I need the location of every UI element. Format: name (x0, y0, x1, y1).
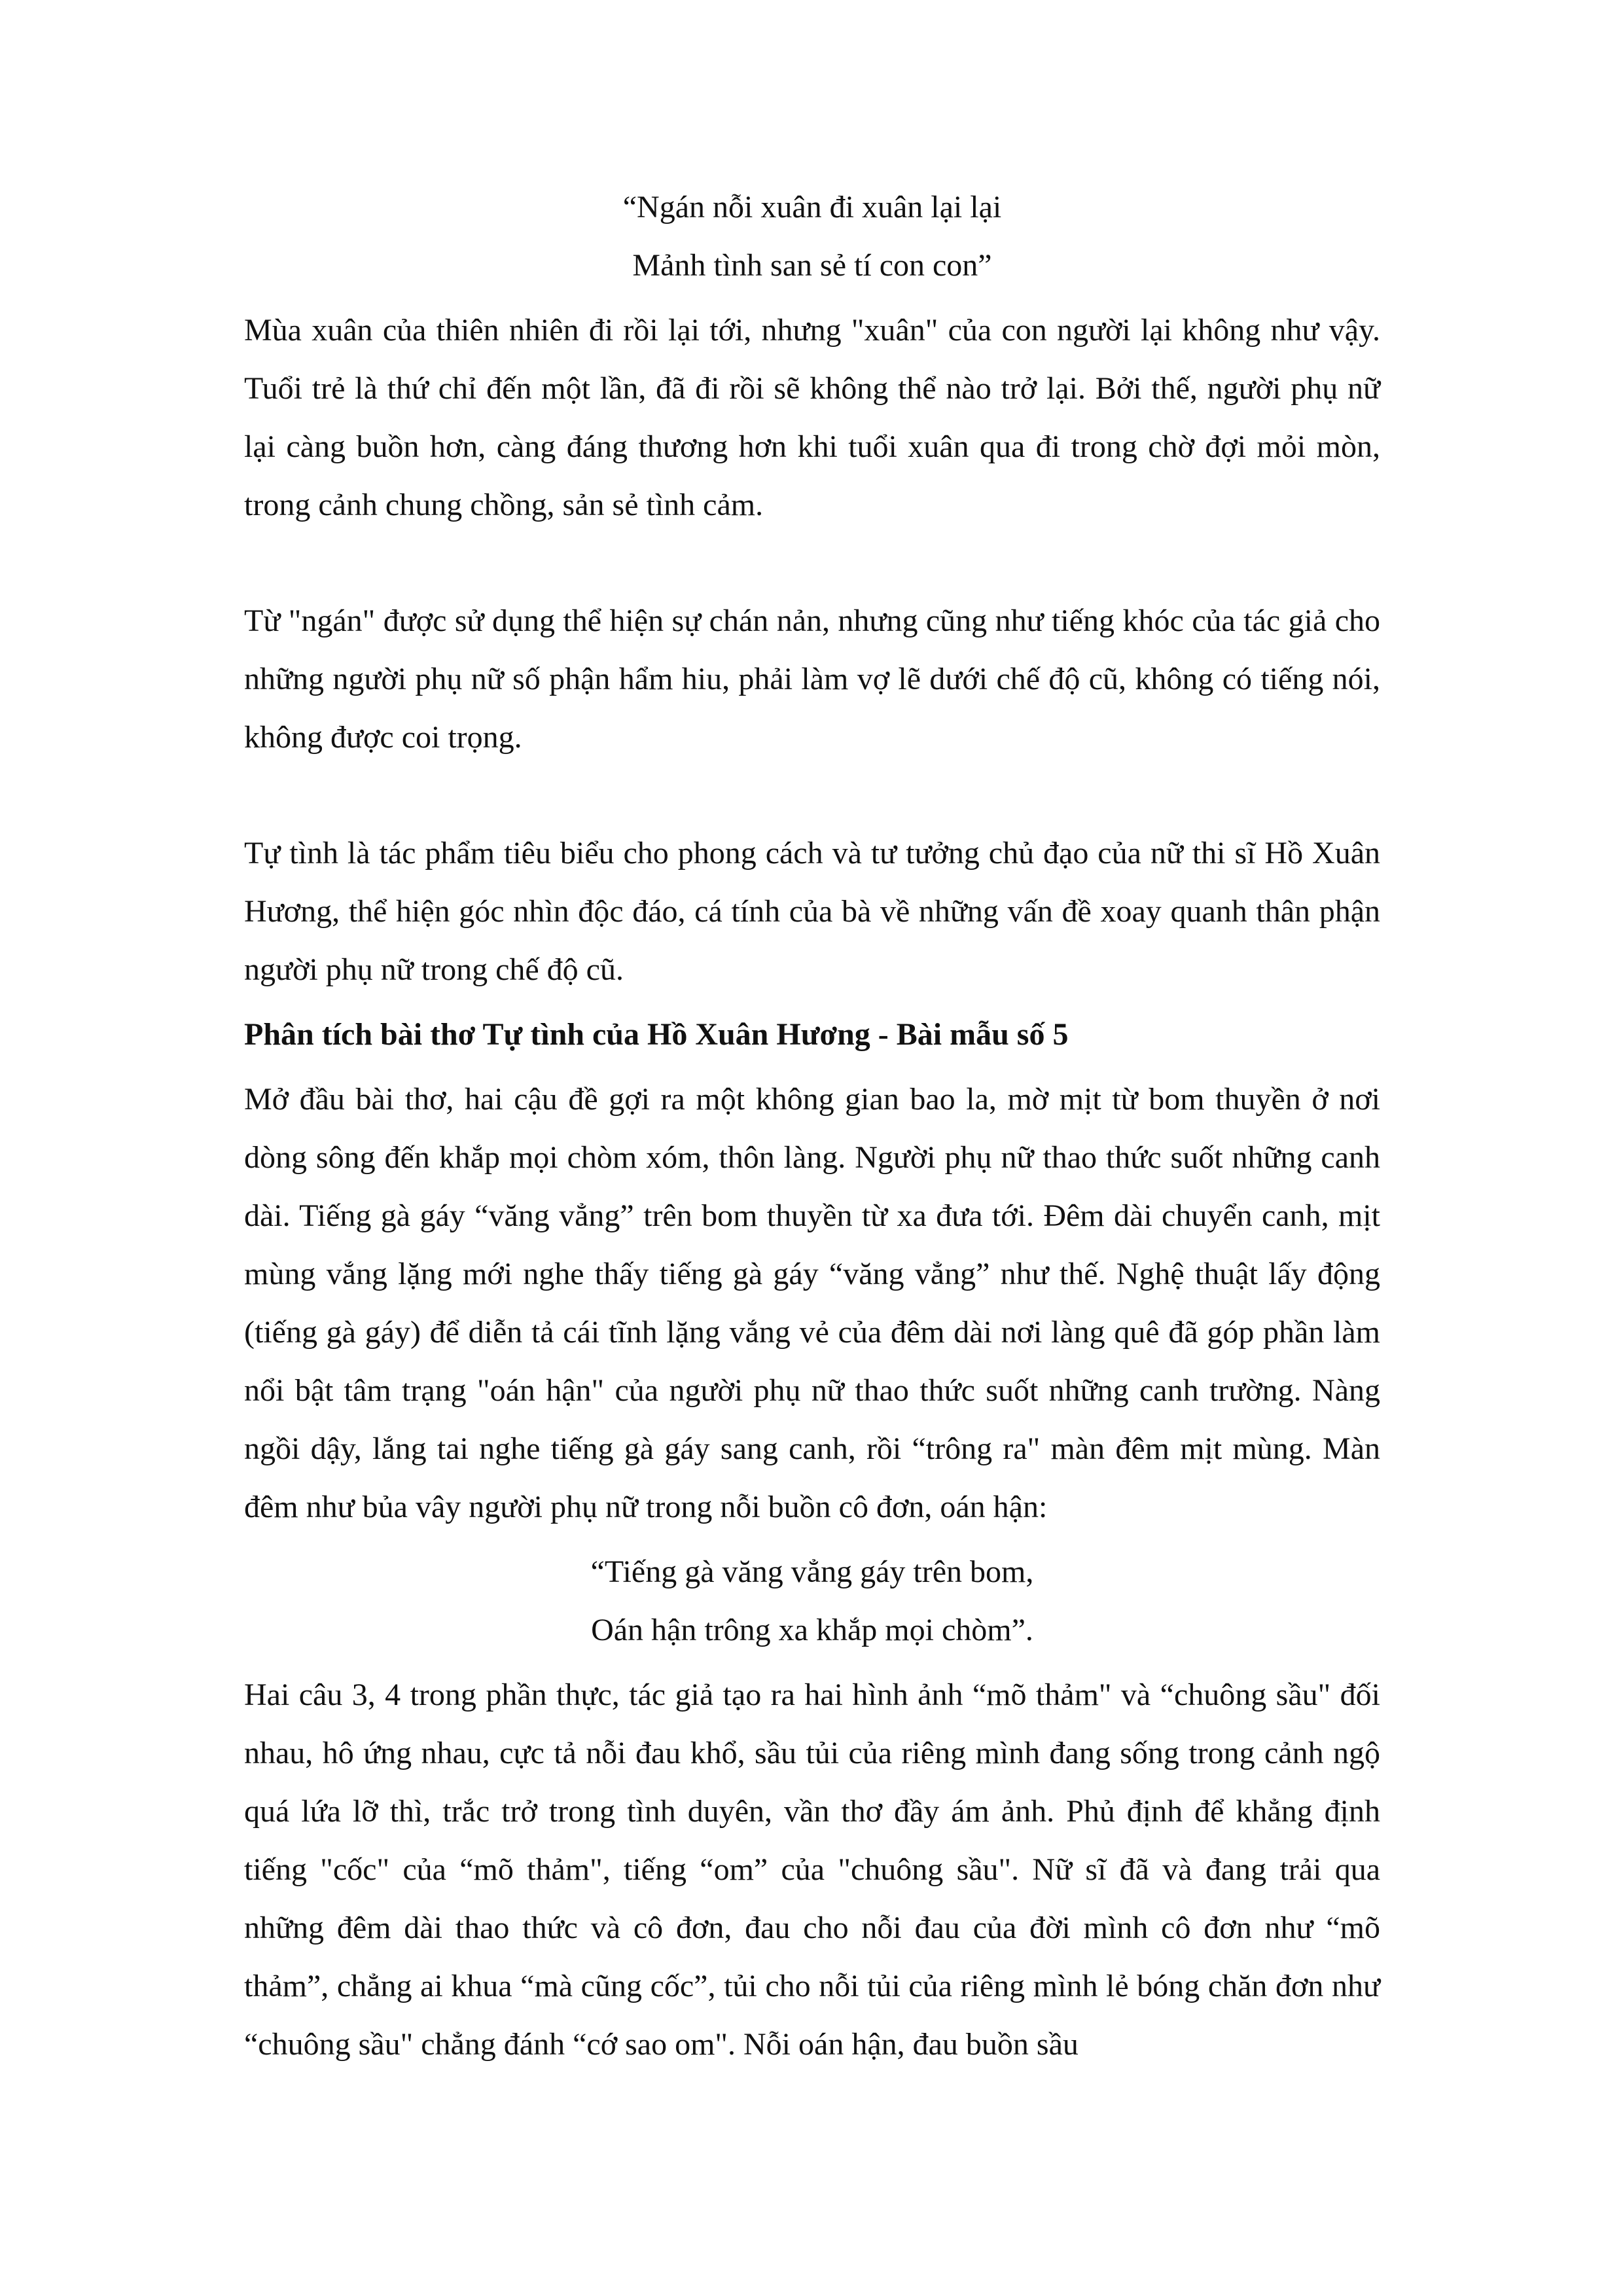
document-body (244, 178, 1380, 2073)
section-heading: Phân tích bài thơ Tự tình của Hồ Xuân Hương - Bài mẫu số 5 (244, 1017, 1069, 1052)
paragraph-spacer (244, 999, 1380, 1005)
paragraph-spacer (244, 1064, 1380, 1070)
poem-excerpt-1 (244, 178, 1380, 295)
paragraph: Hai câu 3, 4 trong phần thực, tác giả tạo ra hai hình ảnh “mõ thảm" và “chuông sầu" đối nhau, hô ứng nhau, cực tả nỗi đau khổ, sầu tủi của riêng mình đang sống trong cảnh ngộ quá lứa lỡ thì, trắc trở trong tình duyên, vần thơ đầy ám ảnh. Phủ định để khẳng định tiếng "cốc" của “mõ thảm", tiếng “om” của "chuông sầu". Nữ sĩ đã và đang trải qua những đêm dài thao thức và cô đơn, đau cho nỗi đau của đời mình cô đơn như “mõ thảm”, chẳng ai khua “mà cũng cốc”, tủi cho nỗi tủi của riêng mình lẻ bóng chăn đơn như “chuông sầu" chẳng đánh “cớ sao om". Nỗi oán hận, đau buồn sầu (244, 1677, 1380, 2062)
poem-line: Oán hận trông xa khắp mọi chòm”. (591, 1613, 1033, 1647)
poem-line: “Ngán nỗi xuân đi xuân lại lại (622, 190, 1002, 224)
paragraph: Tự tình là tác phẩm tiêu biểu cho phong cách và tư tưởng chủ đạo của nữ thi sĩ Hồ Xuân Hương, thể hiện góc nhìn độc đáo, cá tính của bà về những vấn đề xoay quanh thân phận người phụ nữ trong chế độ cũ. (244, 836, 1380, 987)
poem-line: “Tiếng gà văng vẳng gáy trên bom, (590, 1554, 1034, 1589)
paragraph: Từ "ngán" được sử dụng thể hiện sự chán nản, nhưng cũng như tiếng khóc của tác giả cho những người phụ nữ số phận hẩm hiu, phải làm vợ lẽ dưới chế độ cũ, không có tiếng nói, không được coi trọng. (244, 603, 1380, 755)
paragraph-spacer (244, 766, 1380, 824)
paragraph-spacer (244, 534, 1380, 592)
poem-excerpt-2 (244, 1543, 1380, 1659)
paragraph: Mùa xuân của thiên nhiên đi rồi lại tới, nhưng "xuân" của con người lại không như vậy. Tuổi trẻ là thứ chỉ đến một lần, đã đi rồi sẽ không thể nào trở lại. Bởi thế, người phụ nữ lại càng buồn hơn, càng đáng thương hơn khi tuổi xuân qua đi trong chờ đợi mỏi mòn, trong cảnh chung chồng, sản sẻ tình cảm. (244, 313, 1380, 522)
poem-line: Mảnh tình san sẻ tí con con” (632, 248, 992, 283)
paragraph: Mở đầu bài thơ, hai cậu đề gợi ra một không gian bao la, mờ mịt từ bom thuyền ở nơi dòng sông đến khắp mọi chòm xóm, thôn làng. Người phụ nữ thao thức suốt những canh dài. Tiếng gà gáy “văng vẳng” trên bom thuyền từ xa đưa tới. Đêm dài chuyển canh, mịt mùng vắng lặng mới nghe thấy tiếng gà gáy “văng vẳng” như thế. Nghệ thuật lấy động (tiếng gà gáy) để diễn tả cái tĩnh lặng vắng vẻ của đêm dài nơi làng quê đã góp phần làm nổi bật tâm trạng "oán hận" của người phụ nữ thao thức suốt những canh trường. Nàng ngồi dậy, lắng tai nghe tiếng gà gáy sang canh, rồi “trông ra" màn đêm mịt mùng. Màn đêm như bủa vây người phụ nữ trong nỗi buồn cô đơn, oán hận: (244, 1082, 1380, 1524)
